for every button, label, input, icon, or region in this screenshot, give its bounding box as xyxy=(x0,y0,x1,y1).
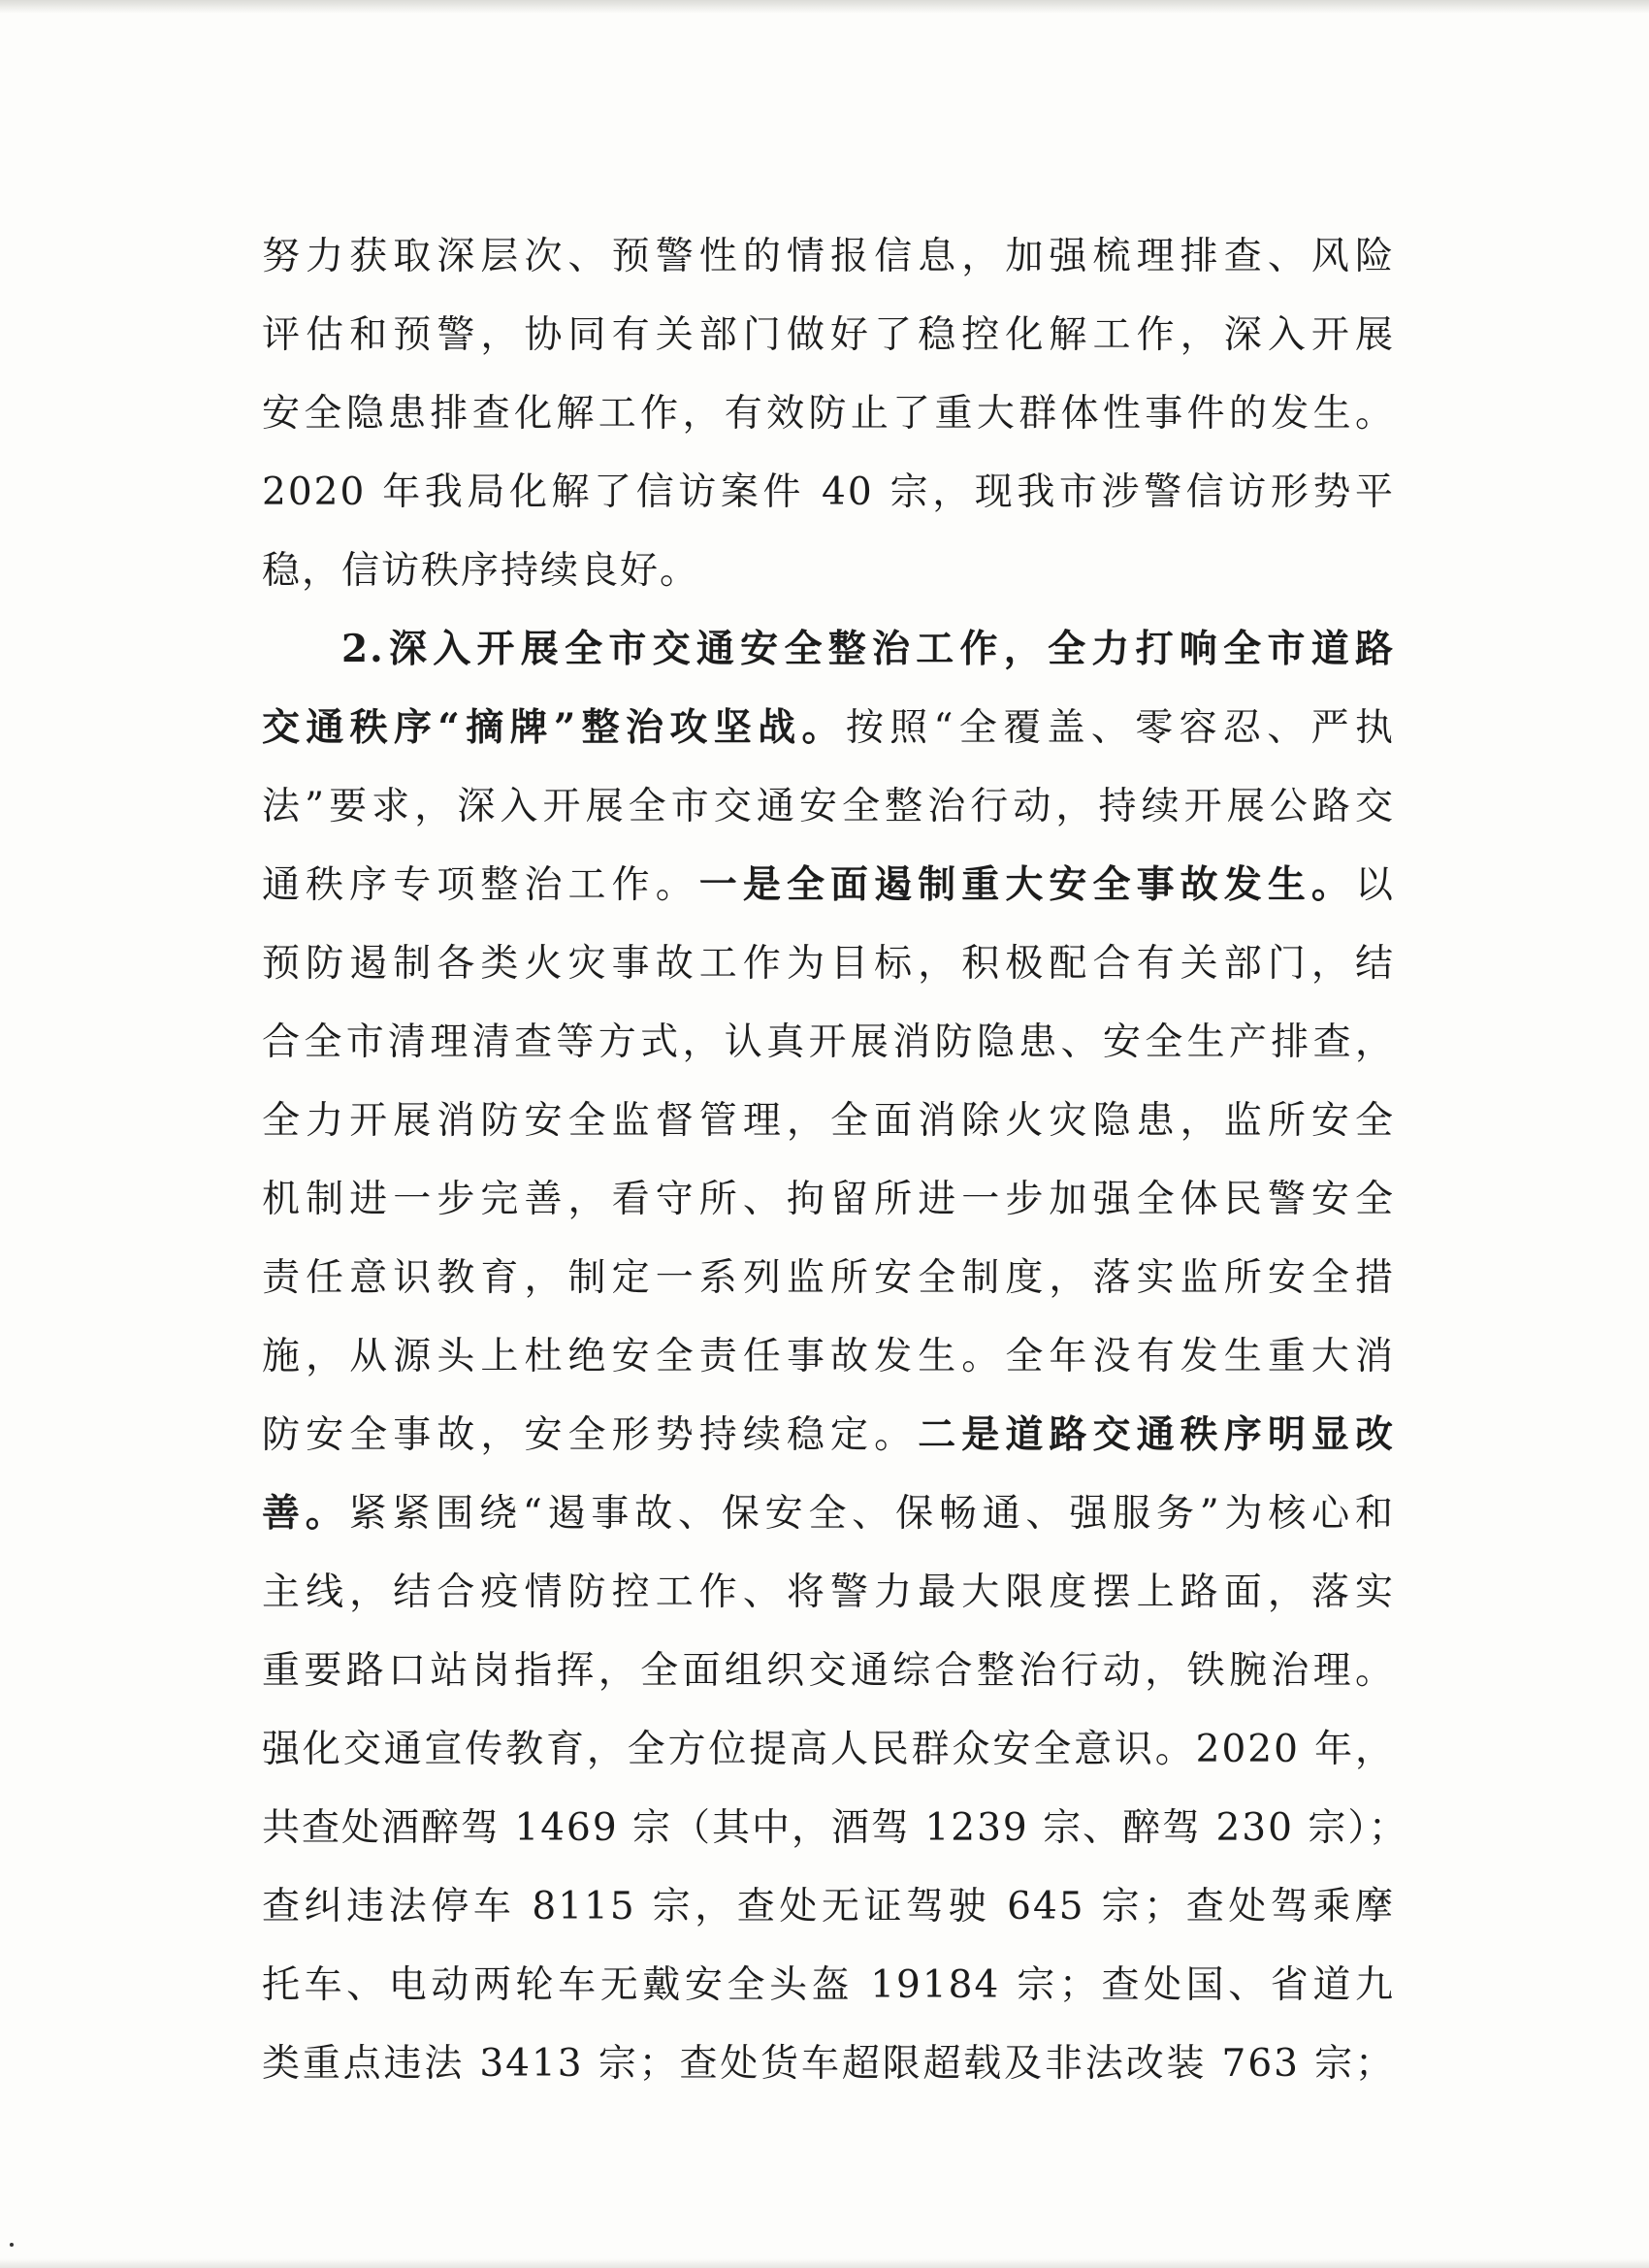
text-line xyxy=(262,689,1395,767)
text-segment: 强化交通宣传教育，全方位提高人民群众安全意识。2020 年， xyxy=(262,1728,1395,1771)
text-line xyxy=(262,2025,1395,2103)
text-segment: 按照“全覆盖、零容忍、严执 xyxy=(845,706,1395,750)
text-segment: 以 xyxy=(1354,863,1395,907)
text-line xyxy=(262,1003,1395,1082)
text-segment: 法”要求，深入开展全市交通安全整治行动，持续开展公路交 xyxy=(262,785,1395,828)
text-segment: 责任意识教育，制定一系列监所安全制度，落实监所安全措 xyxy=(262,1256,1395,1300)
text-line xyxy=(262,1789,1408,1867)
text-line xyxy=(262,374,1395,453)
text-segment: 2020 年我局化解了信访案件 40 宗，现我市涉警信访形势平 xyxy=(262,470,1395,514)
document-body xyxy=(262,217,1408,2103)
text-line xyxy=(262,1710,1395,1789)
text-line xyxy=(262,1474,1395,1553)
text-line xyxy=(262,610,1395,689)
text-segment: 托车、电动两轮车无戴安全头盔 19184 宗；查处国、省道九 xyxy=(262,1963,1395,2007)
text-segment: 重要路口站岗指挥，全面组织交通综合整治行动，铁腕治理。 xyxy=(262,1649,1395,1693)
text-segment: 主线，结合疫情防控工作、将警力最大限度摆上路面，落实 xyxy=(262,1571,1395,1614)
text-line xyxy=(262,1160,1395,1239)
text-line xyxy=(262,1317,1395,1396)
bold-text-segment: 交通秩序“摘牌”整治攻坚战。 xyxy=(262,705,846,750)
text-line xyxy=(262,1632,1395,1710)
text-segment: 查纠违法停车 8115 宗，查处无证驾驶 645 宗；查处驾乘摩 xyxy=(262,1885,1395,1928)
text-segment: 合全市清理清查等方式，认真开展消防隐患、安全生产排查， xyxy=(262,1021,1395,1064)
text-segment: 预防遏制各类火灾事故工作为目标，积极配合有关部门，结 xyxy=(262,942,1395,986)
text-line xyxy=(262,217,1395,296)
bold-text-segment: 善。 xyxy=(262,1491,349,1536)
text-segment: 施，从源头上杜绝安全责任事故发生。全年没有发生重大消 xyxy=(262,1335,1395,1378)
text-line xyxy=(262,1867,1395,1946)
text-line xyxy=(262,924,1395,1003)
bold-text-segment: 2.深入开展全市交通安全整治工作，全力打响全市道路 xyxy=(341,627,1395,671)
text-line xyxy=(262,767,1395,846)
text-line xyxy=(262,1946,1395,2025)
text-segment: 类重点违法 3413 宗；查处货车超限超载及非法改装 763 宗； xyxy=(262,2042,1395,2086)
text-segment: 安全隐患排查化解工作，有效防止了重大群体性事件的发生。 xyxy=(262,392,1395,436)
text-line xyxy=(262,846,1395,924)
scan-edge-bottom xyxy=(0,2258,1649,2268)
text-line xyxy=(262,1082,1395,1160)
text-segment: 努力获取深层次、预警性的情报信息，加强梳理排查、风险 xyxy=(262,235,1395,278)
text-segment: 全力开展消防安全监督管理，全面消除火灾隐患，监所安全 xyxy=(262,1099,1395,1143)
text-segment: 紧紧围绕“遏事故、保安全、保畅通、强服务”为核心和 xyxy=(348,1492,1395,1536)
text-segment: 防安全事故，安全形势持续稳定。 xyxy=(262,1413,919,1457)
text-segment: 共查处酒醉驾 1469 宗（其中，酒驾 1239 宗、醉驾 230 宗）； xyxy=(262,1806,1408,1850)
text-line xyxy=(262,1553,1395,1632)
bold-text-segment: 二是道路交通秩序明显改 xyxy=(918,1412,1395,1457)
text-line xyxy=(262,453,1395,532)
text-line xyxy=(262,296,1395,374)
text-line xyxy=(262,532,1395,610)
text-line xyxy=(262,1239,1395,1317)
text-segment: 通秩序专项整治工作。 xyxy=(262,863,699,907)
text-segment: 评估和预警，协同有关部门做好了稳控化解工作，深入开展 xyxy=(262,313,1395,357)
scan-speck xyxy=(10,2243,14,2247)
text-segment: 机制进一步完善，看守所、拘留所进一步加强全体民警安全 xyxy=(262,1178,1395,1221)
bold-text-segment: 一是全面遏制重大安全事故发生。 xyxy=(698,862,1355,907)
text-segment: 稳，信访秩序持续良好。 xyxy=(262,549,700,593)
text-line xyxy=(262,1396,1395,1474)
scan-edge-top xyxy=(0,0,1649,14)
